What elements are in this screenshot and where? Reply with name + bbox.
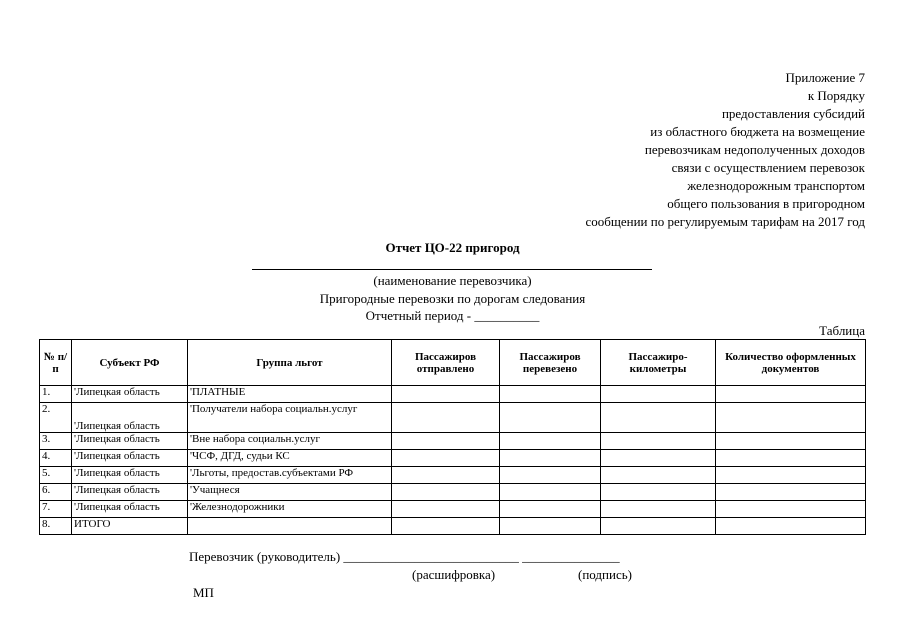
cell-num: 8.	[40, 518, 72, 535]
signature-line: Перевозчик (руководитель) ___________________________ _______________	[189, 549, 620, 564]
cell-empty	[500, 450, 601, 467]
cell-group: 'ПЛАТНЫЕ	[188, 386, 392, 403]
cell-empty	[500, 386, 601, 403]
cell-empty	[500, 518, 601, 535]
cell-empty	[392, 484, 500, 501]
cell-num: 5.	[40, 467, 72, 484]
reporting-period: Отчетный период - __________	[365, 308, 540, 323]
cell-empty	[601, 403, 716, 433]
stamp-place: МП	[193, 585, 214, 600]
header-docs: Количество оформленных документов	[716, 340, 866, 386]
table-row	[40, 450, 866, 467]
cell-empty	[500, 484, 601, 501]
cell-num: 4.	[40, 450, 72, 467]
appendix-line: к Порядку	[807, 88, 865, 103]
header-carried: Пассажиров перевезено	[500, 340, 601, 386]
cell-num: 7.	[40, 501, 72, 518]
cell-empty	[500, 433, 601, 450]
cell-group: 'ЧСФ, ДГД, судьи КС	[188, 450, 392, 467]
table-row	[40, 484, 866, 501]
table-row	[40, 467, 866, 484]
cell-empty	[392, 386, 500, 403]
report-table	[39, 339, 866, 535]
appendix-line: перевозчикам недополученных доходов	[644, 142, 865, 157]
cell-empty	[392, 450, 500, 467]
cell-group: 'Получатели набора социальн.услуг	[188, 403, 392, 433]
cell-empty	[716, 433, 866, 450]
header-subject: Субъект РФ	[72, 340, 188, 386]
cell-empty	[500, 501, 601, 518]
cell-empty	[716, 484, 866, 501]
table-row	[40, 501, 866, 518]
carrier-name-line	[252, 269, 652, 270]
table-row	[40, 433, 866, 450]
signature-decode-caption: (расшифровка)	[412, 567, 496, 582]
cell-empty	[601, 433, 716, 450]
header-group: Группа льгот	[188, 340, 392, 386]
cell-empty	[601, 467, 716, 484]
cell-empty	[716, 386, 866, 403]
cell-empty	[392, 518, 500, 535]
cell-num: 2.	[40, 403, 72, 433]
cell-empty	[716, 501, 866, 518]
cell-subject: 'Липецкая область	[72, 386, 188, 403]
cell-num: 3.	[40, 433, 72, 450]
cell-empty	[601, 518, 716, 535]
header-sent: Пассажиров отправлено	[392, 340, 500, 386]
cell-empty	[601, 484, 716, 501]
cell-empty	[500, 403, 601, 433]
cell-subject: 'Липецкая область	[72, 450, 188, 467]
cell-empty	[601, 386, 716, 403]
cell-num: 1.	[40, 386, 72, 403]
cell-subject: 'Липецкая область	[72, 433, 188, 450]
cell-empty	[500, 467, 601, 484]
header-num: № п/п	[40, 340, 72, 386]
header-km: Пассажиро-километры	[601, 340, 716, 386]
cell-subject: 'Липецкая область	[72, 467, 188, 484]
cell-empty	[601, 450, 716, 467]
appendix-line: предоставления субсидий	[721, 106, 865, 121]
cell-group	[188, 518, 392, 535]
cell-group: 'Вне набора социальн.услуг	[188, 433, 392, 450]
cell-subject: ИТОГО	[72, 518, 188, 535]
cell-subject: 'Липецкая область	[72, 501, 188, 518]
table-row	[40, 403, 866, 433]
cell-empty	[601, 501, 716, 518]
cell-empty	[716, 403, 866, 433]
cell-num: 6.	[40, 484, 72, 501]
cell-empty	[716, 518, 866, 535]
cell-empty	[392, 501, 500, 518]
appendix-line: из областного бюджета на возмещение	[650, 124, 865, 139]
cell-subject: 'Липецкая область	[72, 484, 188, 501]
report-subtitle: Пригородные перевозки по дорогам следования	[319, 291, 586, 306]
carrier-caption: (наименование перевозчика)	[373, 273, 532, 288]
table-caption: Таблица	[819, 323, 865, 338]
cell-empty	[392, 403, 500, 433]
cell-empty	[716, 467, 866, 484]
cell-empty	[392, 433, 500, 450]
table-header-row	[40, 340, 866, 386]
appendix-line: железнодорожным транспортом	[687, 178, 865, 193]
cell-group: 'Железнодорожники	[188, 501, 392, 518]
cell-group: 'Льготы, предостав.субъектами РФ	[188, 467, 392, 484]
cell-group: 'Учащнеся	[188, 484, 392, 501]
appendix-header	[585, 69, 865, 231]
signature-sign-caption: (подпись)	[578, 567, 632, 582]
appendix-line: общего пользования в пригородном	[667, 196, 865, 211]
cell-empty	[716, 450, 866, 467]
table-row-total	[40, 518, 866, 535]
appendix-line: связи с осуществлением перевозок	[671, 160, 865, 175]
cell-subject: 'Липецкая область	[72, 403, 188, 433]
report-title: Отчет ЦО-22 пригород	[385, 240, 520, 255]
appendix-line: сообщении по регулируемым тарифам на 2017 год	[585, 214, 865, 229]
cell-empty	[392, 467, 500, 484]
table-row	[40, 386, 866, 403]
appendix-line: Приложение 7	[785, 70, 865, 85]
